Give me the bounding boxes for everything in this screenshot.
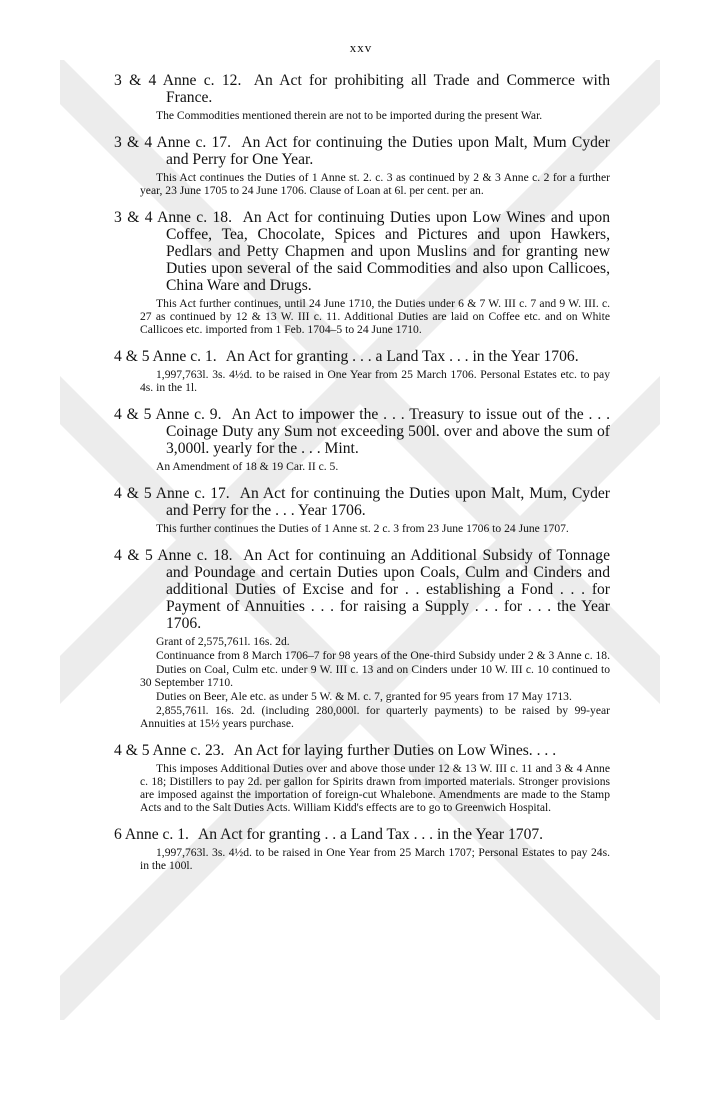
act-heading: [114, 547, 610, 632]
act-entry: [114, 209, 610, 336]
act-title: An Act for granting . . a Land Tax . . . in the Year 1707.: [197, 826, 544, 843]
entries-list: [114, 72, 610, 884]
act-heading: [114, 742, 610, 759]
act-entry: [114, 348, 610, 394]
act-citation: 3 & 4 Anne c. 18.: [114, 209, 233, 226]
act-note: This imposes Additional Duties over and above those under 12 & 13 W. III c. 11 and 3 & 4 Anne c. 18; Distillers to pay 2d. per gallon for Spirits drawn from imported materials. Stronger provisions are imposed against the importation of foreign-cut Whalebone. Amendments are made to the Stamp Acts and to the Salt Duties Acts. William Kidd's effects are to go to Greenwich Hospital.: [140, 762, 610, 814]
act-note: The Commodities mentioned therein are not to be imported during the present War.: [156, 109, 543, 122]
act-entry: [114, 742, 610, 814]
act-heading: [114, 72, 610, 106]
act-note: Grant of 2,575,761l. 16s. 2d.: [156, 635, 290, 648]
act-title: An Act for laying further Duties on Low Wines. . . .: [233, 742, 557, 759]
act-note: This Act continues the Duties of 1 Anne st. 2. c. 3 as continued by 2 & 3 Anne c. 2 for a further year, 23 June 1705 to 24 June 1706. Clause of Loan at 6l. per cent. per an.: [140, 171, 610, 197]
act-title: An Act for continuing the Duties upon Malt, Mum Cyder and Perry for One Year.: [166, 134, 610, 168]
act-heading: [114, 485, 610, 519]
act-citation: 4 & 5 Anne c. 23.: [114, 742, 225, 759]
act-citation: 4 & 5 Anne c. 9.: [114, 406, 222, 423]
act-title: An Act to impower the . . . Treasury to issue out of the . . . Coinage Duty any Sum not exceeding 500l. over and above the sum of 3,000l. yearly for the . . . Mint.: [166, 406, 610, 457]
act-title: An Act for prohibiting all Trade and Commerce with France.: [166, 72, 610, 106]
act-note: Duties on Beer, Ale etc. as under 5 W. & M. c. 7, granted for 95 years from 17 May 1713.: [156, 690, 572, 703]
act-note: 1,997,763l. 3s. 4½d. to be raised in One Year from 25 March 1706. Personal Estates etc. to pay 4s. in the 1l.: [140, 368, 610, 394]
act-heading: [114, 826, 610, 843]
act-note: This Act further continues, until 24 June 1710, the Duties under 6 & 7 W. III c. 7 and 9 W. III. c. 27 as continued by 12 & 13 W. III c. 11. Additional Duties are laid on Coffee etc. and on White Callicoes etc. imported from 1 Feb. 1704–5 to 24 June 1710.: [140, 297, 610, 336]
act-title: An Act for granting . . . a Land Tax . . . in the Year 1706.: [225, 348, 579, 365]
page-number: xxv: [349, 40, 373, 55]
act-entry: [114, 547, 610, 730]
act-entry: [114, 826, 610, 872]
act-heading: [114, 209, 610, 294]
act-citation: 3 & 4 Anne c. 17.: [114, 134, 231, 151]
act-note: 2,855,761l. 16s. 2d. (including 280,000l. for quarterly payments) to be raised by 99-year Annuities at 15½ years purchase.: [140, 704, 610, 730]
act-note: This further continues the Duties of 1 Anne st. 2 c. 3 from 23 June 1706 to 24 June 1707.: [156, 522, 569, 535]
act-note: An Amendment of 18 & 19 Car. II c. 5.: [156, 460, 339, 473]
act-heading: [114, 134, 610, 168]
act-heading: [114, 348, 610, 365]
act-citation: 4 & 5 Anne c. 17.: [114, 485, 230, 502]
act-entry: [114, 134, 610, 197]
act-heading: [114, 406, 610, 457]
act-note: Continuance from 8 March 1706–7 for 98 years of the One-third Subsidy under 2 & 3 Anne c. 18.: [156, 649, 610, 662]
act-note: Duties on Coal, Culm etc. under 9 W. III c. 13 and on Cinders under 10 W. III c. 10 continued to 30 September 1710.: [140, 663, 610, 689]
act-title: An Act for continuing an Additional Subsidy of Tonnage and Poundage and certain Duties upon Coals, Culm and Cinders and additional Duties of Excise and for . . establishing a Fond . . . for Payment of Annuities . . . for raising a Supply . . . for . . . the Year 1706.: [166, 547, 610, 632]
act-citation: 4 & 5 Anne c. 18.: [114, 547, 233, 564]
act-entry: [114, 72, 610, 122]
act-note: 1,997,763l. 3s. 4½d. to be raised in One Year from 25 March 1707; Personal Estates to pay 24s. in the 100l.: [140, 846, 610, 872]
act-citation: 4 & 5 Anne c. 1.: [114, 348, 217, 365]
act-title: An Act for continuing the Duties upon Malt, Mum, Cyder and Perry for the . . . Year 1706.: [166, 485, 610, 519]
act-title: An Act for continuing Duties upon Low Wines and upon Coffee, Tea, Chocolate, Spices and Pictures and upon Hawkers, Pedlars and Petty Chapmen and upon Muslins and for granting new Duties upon several of the said Commodities and also upon Callicoes, China Ware and Drugs.: [166, 209, 610, 294]
act-entry: [114, 485, 610, 535]
act-citation: 6 Anne c. 1.: [114, 826, 189, 843]
act-entry: [114, 406, 610, 473]
act-citation: 3 & 4 Anne c. 12.: [114, 72, 242, 89]
